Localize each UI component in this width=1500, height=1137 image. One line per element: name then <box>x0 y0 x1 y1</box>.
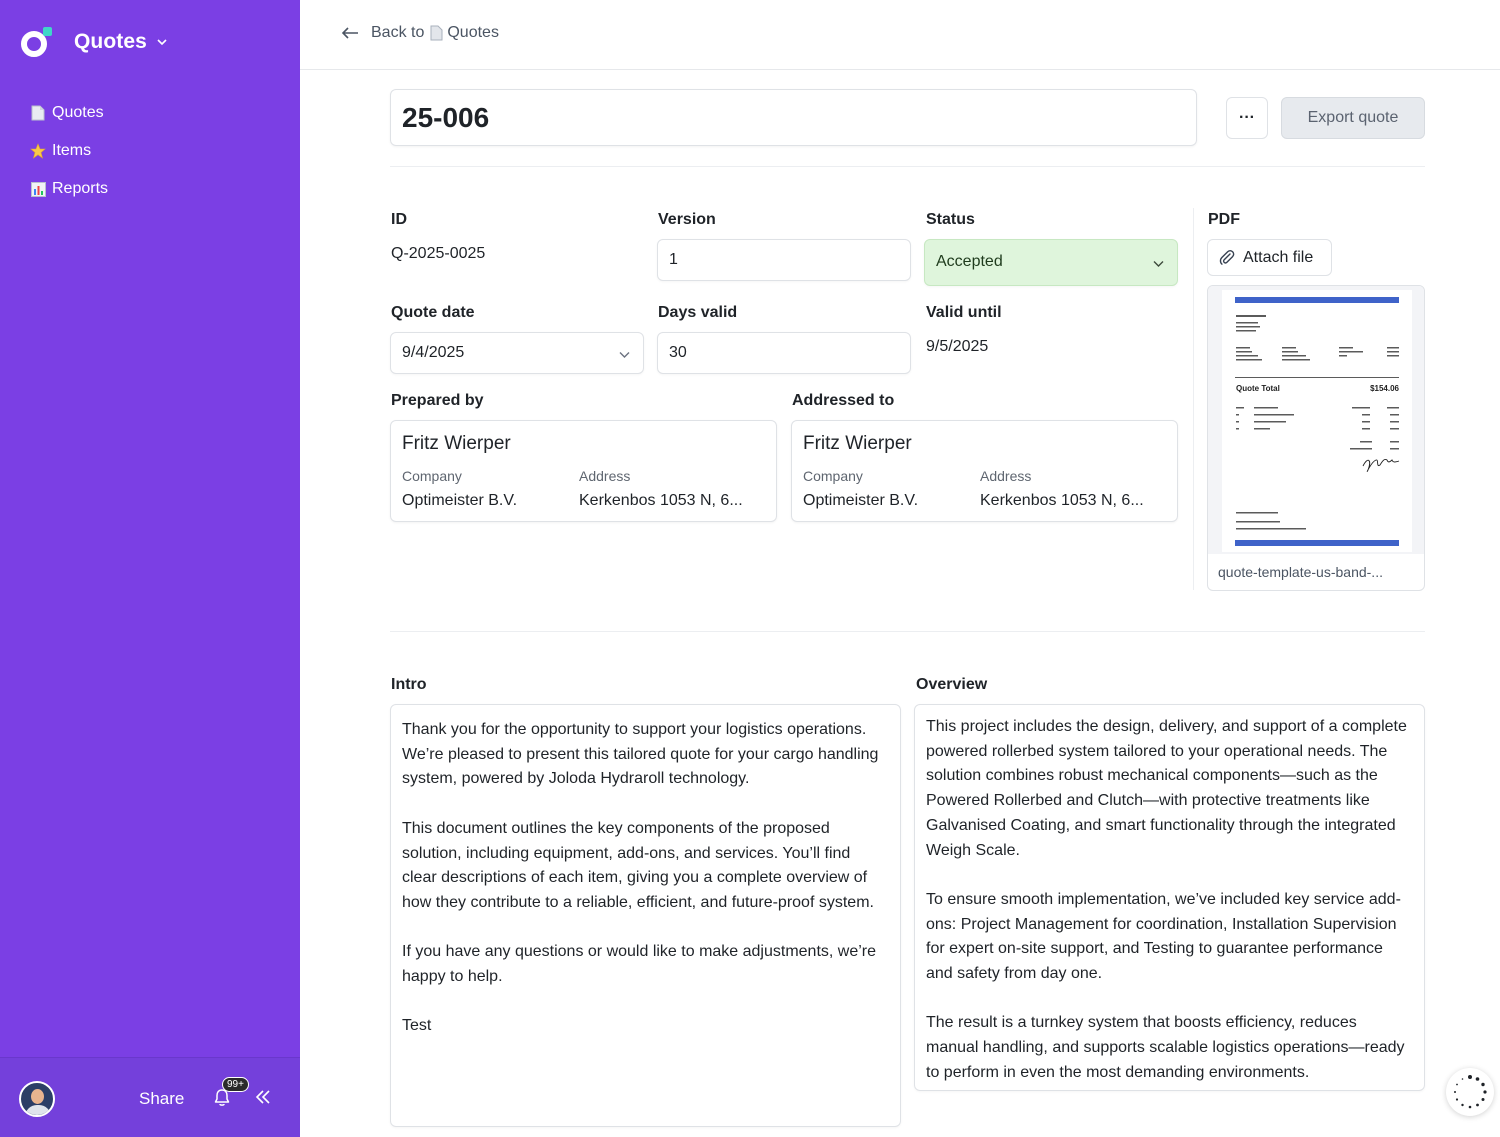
version-input[interactable]: 1 <box>657 239 911 281</box>
company-value: Optimeister B.V. <box>803 492 919 509</box>
chevron-down-icon <box>1152 257 1165 270</box>
sidebar-item-label: Items <box>52 142 92 159</box>
version-label: Version <box>658 211 716 228</box>
quote-date-value: 9/4/2025 <box>402 344 465 361</box>
loading-spinner-icon <box>1446 1068 1494 1116</box>
contact-name: Fritz Wierper <box>402 433 511 454</box>
days-valid-label: Days valid <box>658 304 738 321</box>
back-link[interactable] <box>341 24 499 42</box>
status-value: Accepted <box>936 253 1003 270</box>
address-label: Address <box>579 468 631 484</box>
sidebar-item-reports[interactable] <box>30 170 108 208</box>
share-button[interactable]: Share <box>139 1089 185 1108</box>
prepared-by-label: Prepared by <box>391 392 484 409</box>
pdf-preview-total-value: $154.06 <box>1370 384 1399 393</box>
back-prefix: Back to <box>371 24 425 41</box>
quote-date-label: Quote date <box>391 304 475 321</box>
export-quote-button[interactable]: Export quote <box>1281 97 1425 139</box>
sidebar-item-items[interactable] <box>30 132 108 170</box>
quote-number-input[interactable]: 25-006 <box>390 89 1197 146</box>
company-label: Company <box>402 468 462 484</box>
back-target: Quotes <box>447 24 499 41</box>
sidebar-item-label: Quotes <box>52 104 104 121</box>
overview-label: Overview <box>916 676 988 693</box>
status-select[interactable] <box>924 239 1178 286</box>
chevron-down-icon <box>618 348 631 361</box>
id-label: ID <box>391 211 407 228</box>
sidebar-nav <box>30 94 108 208</box>
collapse-sidebar-icon[interactable] <box>254 1088 272 1106</box>
sidebar-item-quotes[interactable] <box>30 94 108 132</box>
paperclip-icon <box>1219 249 1235 266</box>
intro-label: Intro <box>391 676 427 693</box>
company-value: Optimeister B.V. <box>402 492 518 509</box>
addressed-to-label: Addressed to <box>792 392 895 409</box>
attach-file-button[interactable] <box>1207 239 1332 276</box>
sidebar-footer <box>0 1057 300 1137</box>
document-icon <box>30 105 46 121</box>
divider <box>390 631 1425 632</box>
addressed-to-card[interactable] <box>791 420 1178 522</box>
valid-until-value: 9/5/2025 <box>926 338 989 355</box>
app-logo <box>20 26 54 58</box>
sidebar-item-label: Reports <box>52 180 109 197</box>
address-label: Address <box>980 468 1032 484</box>
intro-textarea[interactable]: Thank you for the opportunity to support your logistics operations. We’re pleased to present this tailored quote for your cargo handling system, powered by Joloda Hydraroll technology. This document outlines the key components of the proposed solution, including equipment, add-ons, and services. You’ll find clear descriptions of each item, giving you a complete overview of how they contribute to a reliable, efficient, and future-proof system. If you have any questions or would like to make adjustments, we’re happy to help. Test <box>390 704 901 1127</box>
app-switcher[interactable] <box>20 26 169 58</box>
pdf-file-name: quote-template-us-band-... <box>1218 564 1383 580</box>
prepared-by-card[interactable] <box>390 420 777 522</box>
notification-badge: 99+ <box>222 1077 249 1092</box>
valid-until-label: Valid until <box>926 304 1002 321</box>
more-options-button[interactable]: ··· <box>1226 97 1268 139</box>
vertical-divider <box>1193 208 1194 590</box>
arrow-left-icon <box>341 26 359 40</box>
quote-date-select[interactable] <box>390 332 644 374</box>
sidebar <box>0 0 300 1137</box>
pdf-attachment-card[interactable] <box>1207 285 1425 591</box>
star-icon <box>30 143 46 159</box>
address-value: Kerkenbos 1053 N, 6... <box>579 492 743 509</box>
status-label: Status <box>926 211 975 228</box>
topbar <box>300 0 1500 70</box>
avatar[interactable] <box>19 1081 55 1117</box>
divider <box>390 166 1425 167</box>
company-label: Company <box>803 468 863 484</box>
document-icon <box>430 25 443 41</box>
address-value: Kerkenbos 1053 N, 6... <box>980 492 1144 509</box>
pdf-thumbnail <box>1208 286 1425 554</box>
bar-chart-icon <box>30 181 46 197</box>
id-value: Q-2025-0025 <box>391 245 486 262</box>
contact-name: Fritz Wierper <box>803 433 912 454</box>
days-valid-input[interactable]: 30 <box>657 332 911 374</box>
overview-textarea[interactable]: This project includes the design, delivery, and support of a complete powered rollerbed system tailored to your operational needs. The solution combines robust mechanical components—such as the Powered Rollerbed and Clutch—with protective treatments like Galvanised Coating, and smart functionality through the integrated Weigh Scale. To ensure smooth implementation, we’ve included key service add-ons: Project Management for coordination, Installation Supervision for expert on-site support, and Testing to guarantee performance and safety from day one. The result is a turnkey system that boosts efficiency, reduces manual handling, and supports scalable logistics operations—ready to perform in even the most demanding environments. <box>914 704 1425 1091</box>
pdf-page-preview <box>1222 290 1412 552</box>
app-title: Quotes <box>74 30 147 53</box>
attach-file-label: Attach file <box>1243 248 1314 266</box>
chevron-down-icon <box>155 35 169 49</box>
pdf-preview-total-label: Quote Total <box>1236 384 1280 393</box>
pdf-label: PDF <box>1208 211 1240 228</box>
